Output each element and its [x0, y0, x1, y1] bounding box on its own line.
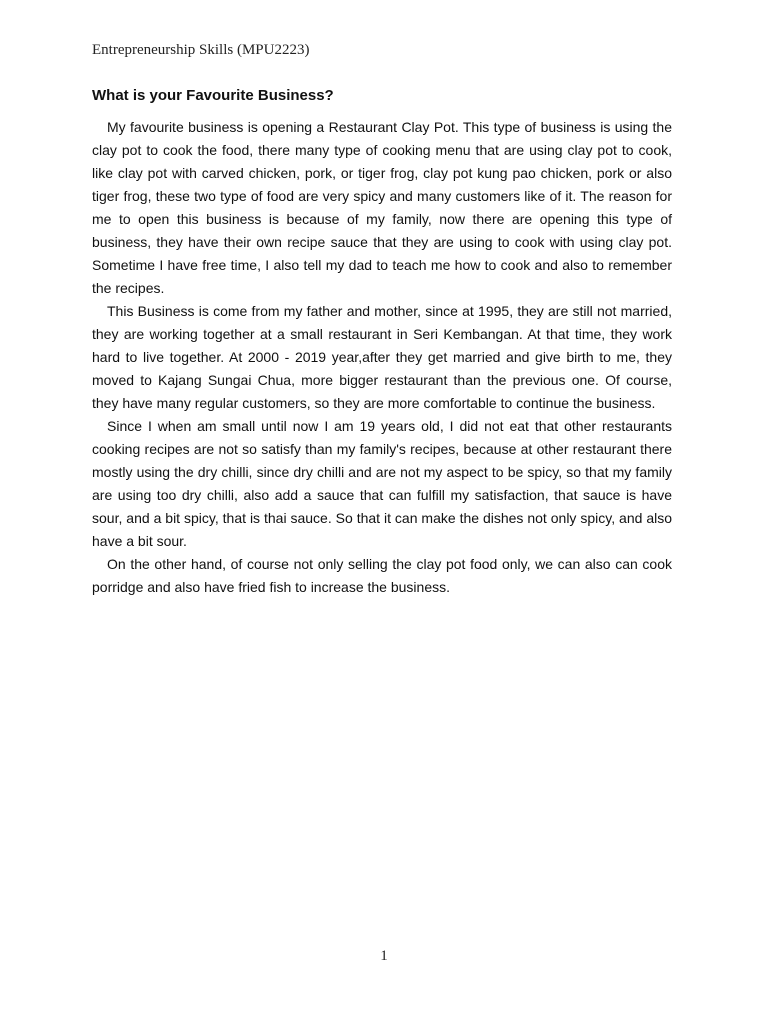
- paragraph-1: My favourite business is opening a Restaurant Clay Pot. This type of business is using the clay pot to cook the food, there many type of cooking menu that are using clay pot to cook, like clay pot with carved chicken, pork, or tiger frog, clay pot kung pao chicken, pork or also tiger frog, these two type of food are very spicy and many customers like of it. The reason for me to open this business is because of my family, now there are opening this type of business, they have their own recipe sauce that they are using to cook with using clay pot. Sometime I have free time, I also tell my dad to teach me how to cook and also to remember the recipes.: [92, 119, 672, 296]
- paragraph-4: On the other hand, of course not only selling the clay pot food only, we can also can cook porridge and also have fried fish to increase the business.: [92, 556, 672, 595]
- page-number: 1: [380, 948, 388, 964]
- running-header: Entrepreneurship Skills (MPU2223): [92, 42, 310, 58]
- essay-body: [92, 116, 672, 599]
- essay-title: What is your Favourite Business?: [92, 87, 334, 104]
- paragraph-3: Since I when am small until now I am 19 years old, I did not eat that other restaurants cooking recipes are not so satisfy than my family's recipes, because at other restaurant there mostly using the dry chilli, since dry chilli and are not my aspect to be spicy, so that my family are using too dry chilli, also add a sauce that can fulfill my satisfaction, that sauce is have sour, and a bit spicy, that is thai sauce. So that it can make the dishes not only spicy, and also have a bit sour.: [92, 418, 672, 549]
- paragraph-2: This Business is come from my father and mother, since at 1995, they are still not married, they are working together at a small restaurant in Seri Kembangan. At that time, they work hard to live together. At 2000 - 2019 year,after they get married and give birth to me, they moved to Kajang Sungai Chua, more bigger restaurant than the previous one. Of course, they have many regular customers, so they are more comfortable to continue the business.: [92, 303, 672, 411]
